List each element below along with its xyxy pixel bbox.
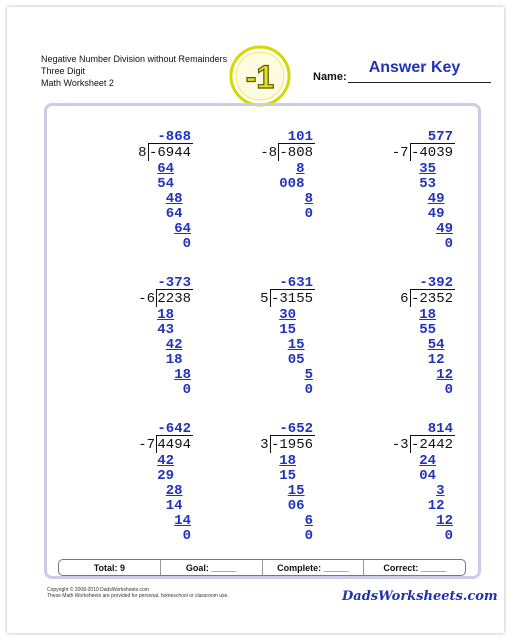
division-problem <box>347 129 457 259</box>
work-step: 6 <box>304 513 313 529</box>
dividend: -1956 <box>270 437 313 453</box>
dividend: -808 <box>279 145 313 161</box>
work-step: 14 <box>174 513 191 529</box>
quotient: -631 <box>279 275 313 291</box>
divisor: 5 <box>260 291 269 307</box>
work-step: 14 <box>165 498 183 514</box>
work-step: 12 <box>427 352 445 368</box>
division-bar <box>149 143 194 144</box>
usage-line: These Math Worksheets are provided for personal, homeschool or classroom use. <box>47 593 229 599</box>
work-step: 18 <box>419 307 436 323</box>
quotient: -868 <box>157 129 191 145</box>
divisor: 3 <box>260 437 269 453</box>
division-problem <box>207 129 317 259</box>
divisor: -6 <box>138 291 155 307</box>
division-problem <box>207 275 317 405</box>
division-bar <box>157 435 193 436</box>
work-step: 64 <box>157 161 174 177</box>
worksheet-number: Math Worksheet 2 <box>41 78 114 88</box>
division-problem <box>85 421 195 551</box>
dividend: 2238 <box>157 291 191 307</box>
work-step: 28 <box>165 483 183 499</box>
work-step: 0 <box>444 528 453 544</box>
complete-cell[interactable]: Complete: _____ <box>262 560 364 575</box>
work-step: 0 <box>182 382 191 398</box>
work-step: 18 <box>279 453 296 469</box>
dividend: -6944 <box>148 145 191 161</box>
copyright <box>47 587 229 599</box>
quotient: -392 <box>419 275 453 291</box>
work-step: 43 <box>157 322 174 338</box>
division-bar <box>271 435 316 436</box>
work-step: 15 <box>287 483 305 499</box>
work-step: 12 <box>436 513 453 529</box>
minus-one-logo <box>229 45 291 107</box>
division-bar <box>411 435 456 436</box>
dividend: -2352 <box>410 291 453 307</box>
worksheet-title: Negative Number Division without Remainders <box>41 54 228 64</box>
division-bar <box>157 289 193 290</box>
dividend: -2442 <box>410 437 453 453</box>
work-step: 48 <box>165 191 183 207</box>
work-step: 49 <box>427 206 445 222</box>
work-step: 49 <box>436 221 453 237</box>
work-step: 42 <box>165 337 183 353</box>
division-problem <box>85 275 195 405</box>
worksheet-subtitle: Three Digit <box>41 66 86 76</box>
copyright-line: Copyright © 2008-2019 DadsWorksheets.com <box>47 587 149 593</box>
divisor: 6 <box>400 291 409 307</box>
work-step: 55 <box>419 322 436 338</box>
work-step: 0 <box>182 236 191 252</box>
division-problem <box>347 275 457 405</box>
divisor: -7 <box>391 145 409 161</box>
quotient: -642 <box>157 421 191 437</box>
goal-cell[interactable]: Goal: _____ <box>160 560 262 575</box>
work-step: 12 <box>436 367 453 383</box>
quotient: 814 <box>427 421 453 437</box>
work-step: 64 <box>174 221 191 237</box>
work-step: 15 <box>279 468 296 484</box>
division-problem <box>207 421 317 551</box>
division-bar <box>271 289 316 290</box>
division-bar <box>411 289 456 290</box>
divisor: -3 <box>391 437 409 453</box>
divisor: -7 <box>138 437 155 453</box>
work-step: 5 <box>304 367 313 383</box>
work-step: 49 <box>427 191 445 207</box>
quotient: -652 <box>279 421 313 437</box>
worksheet-page <box>7 7 504 633</box>
work-step: 15 <box>287 337 305 353</box>
work-step: 8 <box>304 191 313 207</box>
work-step: 42 <box>157 453 174 469</box>
brand-logo: DadsWorksheets.com <box>342 589 498 604</box>
work-step: 06 <box>287 498 305 514</box>
name-label: Name: <box>313 71 347 83</box>
work-step: 53 <box>419 176 436 192</box>
dividend: -3155 <box>270 291 313 307</box>
work-step: 18 <box>174 367 191 383</box>
work-step: 0 <box>182 528 191 544</box>
work-step: 18 <box>165 352 183 368</box>
division-problem <box>347 421 457 551</box>
division-problem <box>85 129 195 259</box>
work-step: 008 <box>279 176 305 192</box>
answer-key-label: Answer Key <box>368 59 461 76</box>
score-bar <box>58 559 466 576</box>
total-cell: Total: 9 <box>93 562 126 573</box>
dividend: -4039 <box>410 145 453 161</box>
work-step: 29 <box>157 468 174 484</box>
worksheet-header <box>41 53 227 89</box>
work-step: 0 <box>304 382 313 398</box>
work-step: 3 <box>436 483 445 499</box>
work-step: 04 <box>419 468 436 484</box>
work-step: 8 <box>296 161 305 177</box>
work-step: 05 <box>287 352 305 368</box>
quotient: -373 <box>157 275 191 291</box>
division-bar <box>279 143 315 144</box>
work-step: 54 <box>427 337 445 353</box>
work-step: 18 <box>157 307 174 323</box>
dividend: 4494 <box>157 437 191 453</box>
work-step: 0 <box>444 236 453 252</box>
name-field-line[interactable] <box>348 82 491 83</box>
work-step: 64 <box>165 206 183 222</box>
divisor: 8 <box>138 145 147 161</box>
work-step: 0 <box>304 528 313 544</box>
quotient: 101 <box>287 129 313 145</box>
work-step: 0 <box>444 382 453 398</box>
quotient: 577 <box>427 129 453 145</box>
work-step: 0 <box>304 206 313 222</box>
work-step: 12 <box>427 498 445 514</box>
work-step: 24 <box>419 453 436 469</box>
correct-cell[interactable]: Correct: _____ <box>363 560 465 575</box>
work-step: 15 <box>279 322 296 338</box>
work-step: 30 <box>279 307 296 323</box>
svg-text:-1: -1 <box>245 59 275 95</box>
division-bar <box>411 143 456 144</box>
work-step: 54 <box>157 176 174 192</box>
work-step: 35 <box>419 161 436 177</box>
divisor: -8 <box>260 145 277 161</box>
